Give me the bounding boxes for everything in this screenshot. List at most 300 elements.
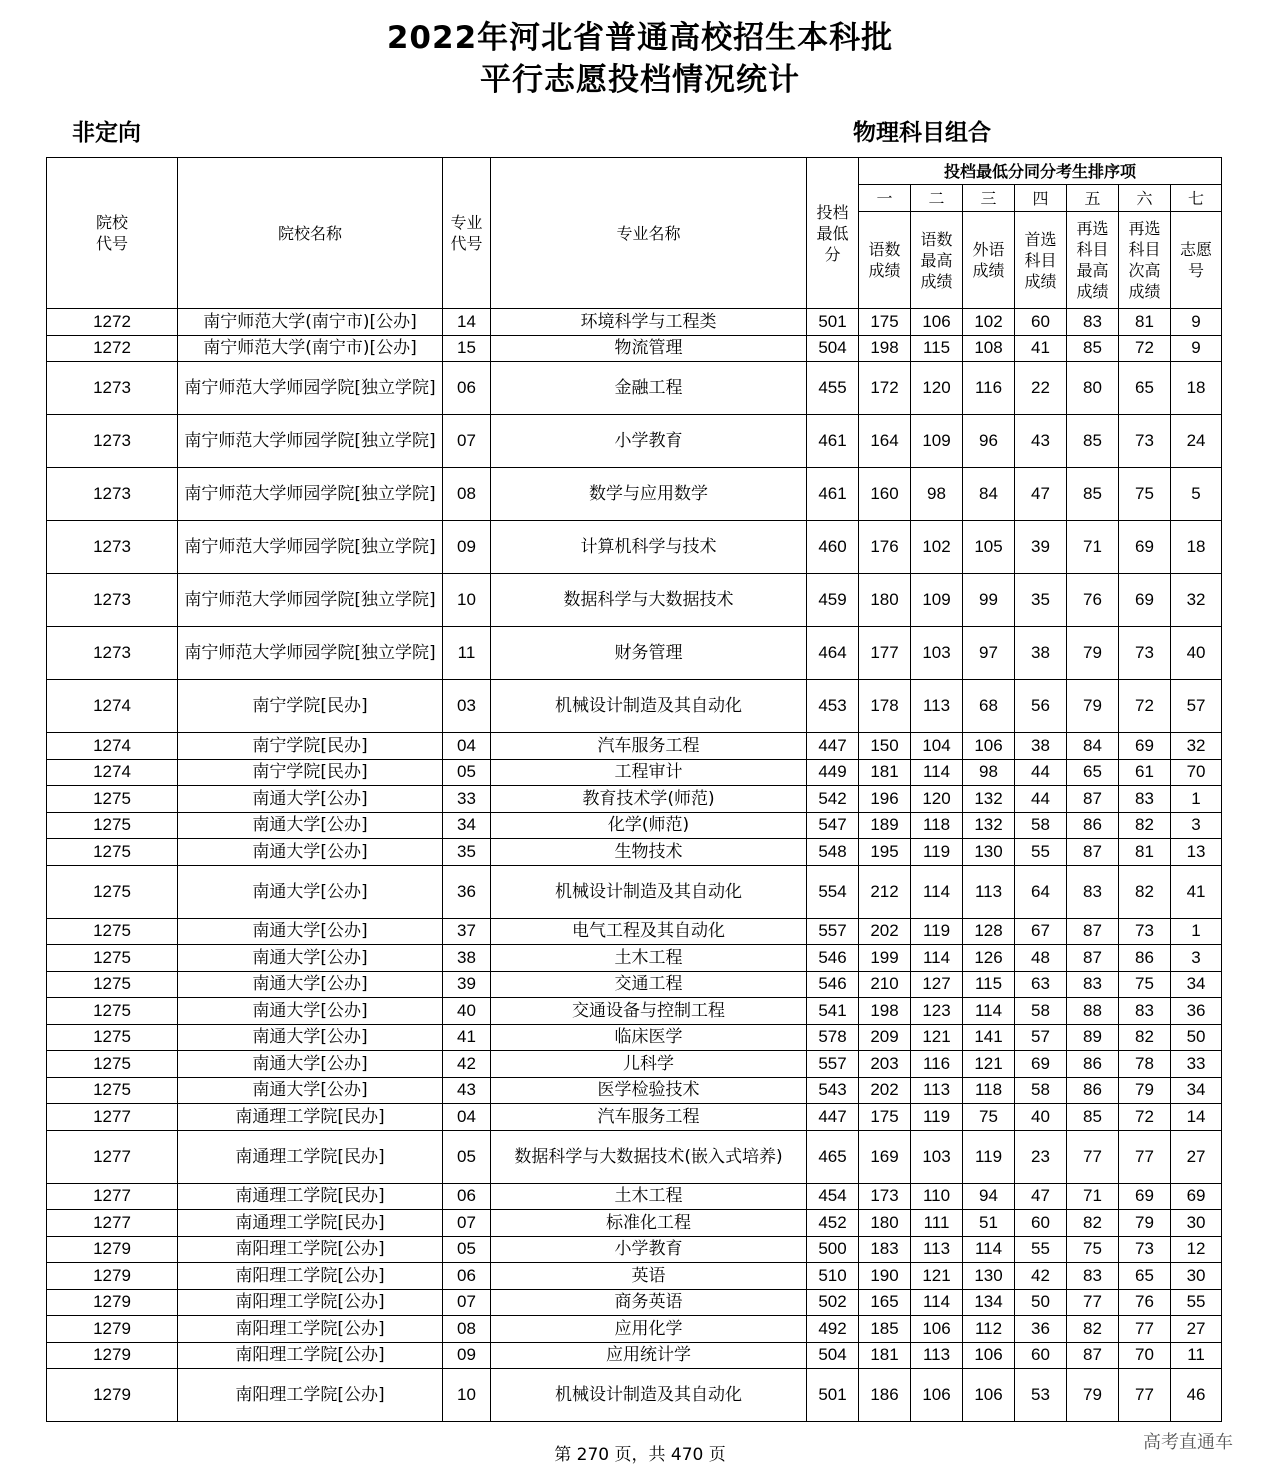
rank-1-cell: 177 xyxy=(859,627,911,680)
rank-4-cell: 63 xyxy=(1015,971,1067,998)
rank-5-cell: 85 xyxy=(1067,468,1119,521)
rank-3-cell: 116 xyxy=(963,362,1015,415)
rank-2-cell: 109 xyxy=(911,574,963,627)
rank-3-cell: 130 xyxy=(963,839,1015,866)
rank-1-cell: 180 xyxy=(859,1210,911,1237)
rank-7-cell: 5 xyxy=(1171,468,1222,521)
rank-7-cell: 9 xyxy=(1171,309,1222,336)
rank-2-cell: 115 xyxy=(911,335,963,362)
rank-2-cell: 110 xyxy=(911,1183,963,1210)
rank-2-cell: 127 xyxy=(911,971,963,998)
school-code-cell: 1275 xyxy=(47,1051,178,1078)
min-score-cell: 542 xyxy=(807,786,859,813)
rank-4-cell: 64 xyxy=(1015,865,1067,918)
major-code-cell: 09 xyxy=(443,1342,491,1369)
rank-2-cell: 114 xyxy=(911,945,963,972)
min-score-cell: 461 xyxy=(807,468,859,521)
rank-2-cell: 106 xyxy=(911,1316,963,1343)
school-code-cell: 1273 xyxy=(47,415,178,468)
major-name-cell: 英语 xyxy=(491,1263,807,1290)
school-name-cell: 南通大学[公办] xyxy=(178,839,443,866)
header-rank-item: 再选科目次高成绩 xyxy=(1119,212,1171,309)
rank-2-cell: 102 xyxy=(911,521,963,574)
header-rank-group: 投档最低分同分考生排序项 xyxy=(859,158,1222,185)
rank-1-cell: 183 xyxy=(859,1236,911,1263)
major-code-cell: 43 xyxy=(443,1077,491,1104)
school-name-cell: 南阳理工学院[公办] xyxy=(178,1263,443,1290)
min-score-cell: 501 xyxy=(807,1369,859,1422)
major-code-cell: 35 xyxy=(443,839,491,866)
rank-3-cell: 132 xyxy=(963,812,1015,839)
header-rank-number: 二 xyxy=(911,185,963,212)
school-name-cell: 南通理工学院[民办] xyxy=(178,1104,443,1131)
rank-1-cell: 185 xyxy=(859,1316,911,1343)
rank-7-cell: 9 xyxy=(1171,335,1222,362)
rank-1-cell: 176 xyxy=(859,521,911,574)
rank-5-cell: 85 xyxy=(1067,1104,1119,1131)
school-name-cell: 南通大学[公办] xyxy=(178,945,443,972)
rank-7-cell: 3 xyxy=(1171,945,1222,972)
major-name-cell: 小学教育 xyxy=(491,415,807,468)
header-rank-item: 志愿号 xyxy=(1171,212,1222,309)
rank-1-cell: 175 xyxy=(859,309,911,336)
rank-6-cell: 76 xyxy=(1119,1289,1171,1316)
rank-6-cell: 77 xyxy=(1119,1369,1171,1422)
rank-2-cell: 98 xyxy=(911,468,963,521)
rank-1-cell: 160 xyxy=(859,468,911,521)
school-code-cell: 1277 xyxy=(47,1104,178,1131)
rank-4-cell: 47 xyxy=(1015,468,1067,521)
admission-table xyxy=(46,157,1222,1422)
rank-2-cell: 103 xyxy=(911,627,963,680)
rank-4-cell: 50 xyxy=(1015,1289,1067,1316)
rank-2-cell: 106 xyxy=(911,1369,963,1422)
major-name-cell: 小学教育 xyxy=(491,1236,807,1263)
table-row xyxy=(47,1342,1222,1369)
major-code-cell: 08 xyxy=(443,468,491,521)
rank-6-cell: 69 xyxy=(1119,521,1171,574)
rank-1-cell: 203 xyxy=(859,1051,911,1078)
rank-6-cell: 75 xyxy=(1119,468,1171,521)
min-score-cell: 454 xyxy=(807,1183,859,1210)
rank-7-cell: 34 xyxy=(1171,1077,1222,1104)
school-name-cell: 南阳理工学院[公办] xyxy=(178,1316,443,1343)
major-code-cell: 38 xyxy=(443,945,491,972)
school-code-cell: 1274 xyxy=(47,733,178,760)
rank-6-cell: 70 xyxy=(1119,1342,1171,1369)
major-code-cell: 34 xyxy=(443,812,491,839)
rank-5-cell: 85 xyxy=(1067,335,1119,362)
rank-2-cell: 119 xyxy=(911,1104,963,1131)
rank-1-cell: 181 xyxy=(859,1342,911,1369)
rank-1-cell: 181 xyxy=(859,759,911,786)
rank-5-cell: 87 xyxy=(1067,839,1119,866)
page-footer: 第 270 页，共 470 页 xyxy=(554,1445,726,1465)
school-code-cell: 1272 xyxy=(47,309,178,336)
min-score-cell: 460 xyxy=(807,521,859,574)
rank-4-cell: 60 xyxy=(1015,1210,1067,1237)
school-name-cell: 南阳理工学院[公办] xyxy=(178,1289,443,1316)
rank-2-cell: 118 xyxy=(911,812,963,839)
major-code-cell: 07 xyxy=(443,1210,491,1237)
rank-5-cell: 87 xyxy=(1067,945,1119,972)
school-name-cell: 南宁师范大学师园学院[独立学院] xyxy=(178,627,443,680)
school-name-cell: 南通大学[公办] xyxy=(178,865,443,918)
major-name-cell: 交通工程 xyxy=(491,971,807,998)
header-rank-item: 首选科目成绩 xyxy=(1015,212,1067,309)
rank-5-cell: 82 xyxy=(1067,1210,1119,1237)
major-code-cell: 42 xyxy=(443,1051,491,1078)
major-name-cell: 物流管理 xyxy=(491,335,807,362)
rank-7-cell: 18 xyxy=(1171,521,1222,574)
rank-7-cell: 14 xyxy=(1171,1104,1222,1131)
rank-2-cell: 116 xyxy=(911,1051,963,1078)
rank-3-cell: 132 xyxy=(963,786,1015,813)
major-name-cell: 应用统计学 xyxy=(491,1342,807,1369)
min-score-cell: 543 xyxy=(807,1077,859,1104)
rank-5-cell: 86 xyxy=(1067,812,1119,839)
rank-1-cell: 202 xyxy=(859,918,911,945)
rank-1-cell: 175 xyxy=(859,1104,911,1131)
major-code-cell: 07 xyxy=(443,415,491,468)
header-rank-number: 七 xyxy=(1171,185,1222,212)
school-code-cell: 1277 xyxy=(47,1210,178,1237)
rank-4-cell: 53 xyxy=(1015,1369,1067,1422)
major-code-cell: 05 xyxy=(443,1236,491,1263)
min-score-cell: 464 xyxy=(807,627,859,680)
rank-6-cell: 82 xyxy=(1119,1024,1171,1051)
watermark: 高考直通车 xyxy=(1143,1432,1233,1453)
rank-2-cell: 106 xyxy=(911,309,963,336)
rank-3-cell: 119 xyxy=(963,1130,1015,1183)
rank-4-cell: 39 xyxy=(1015,521,1067,574)
school-name-cell: 南宁师范大学师园学院[独立学院] xyxy=(178,362,443,415)
rank-5-cell: 85 xyxy=(1067,415,1119,468)
table-row xyxy=(47,1077,1222,1104)
table-row xyxy=(47,971,1222,998)
rank-1-cell: 209 xyxy=(859,1024,911,1051)
school-name-cell: 南宁学院[民办] xyxy=(178,733,443,760)
rank-6-cell: 81 xyxy=(1119,839,1171,866)
major-name-cell: 标准化工程 xyxy=(491,1210,807,1237)
rank-5-cell: 87 xyxy=(1067,1342,1119,1369)
min-score-cell: 546 xyxy=(807,971,859,998)
school-name-cell: 南通大学[公办] xyxy=(178,918,443,945)
major-name-cell: 应用化学 xyxy=(491,1316,807,1343)
school-code-cell: 1274 xyxy=(47,759,178,786)
school-name-cell: 南宁师范大学(南宁市)[公办] xyxy=(178,335,443,362)
major-code-cell: 06 xyxy=(443,362,491,415)
rank-5-cell: 76 xyxy=(1067,574,1119,627)
major-code-cell: 40 xyxy=(443,998,491,1025)
rank-6-cell: 72 xyxy=(1119,680,1171,733)
header-rank-number: 三 xyxy=(963,185,1015,212)
major-code-cell: 10 xyxy=(443,574,491,627)
rank-7-cell: 24 xyxy=(1171,415,1222,468)
school-code-cell: 1273 xyxy=(47,574,178,627)
rank-3-cell: 118 xyxy=(963,1077,1015,1104)
rank-3-cell: 68 xyxy=(963,680,1015,733)
header-school-name: 院校名称 xyxy=(178,158,443,309)
major-name-cell: 电气工程及其自动化 xyxy=(491,918,807,945)
table-row xyxy=(47,945,1222,972)
major-code-cell: 08 xyxy=(443,1316,491,1343)
rank-7-cell: 32 xyxy=(1171,733,1222,760)
table-row xyxy=(47,1024,1222,1051)
table-row xyxy=(47,918,1222,945)
major-name-cell: 工程审计 xyxy=(491,759,807,786)
major-name-cell: 土木工程 xyxy=(491,945,807,972)
major-code-cell: 36 xyxy=(443,865,491,918)
rank-7-cell: 32 xyxy=(1171,574,1222,627)
rank-4-cell: 69 xyxy=(1015,1051,1067,1078)
school-code-cell: 1275 xyxy=(47,998,178,1025)
school-code-cell: 1275 xyxy=(47,945,178,972)
rank-4-cell: 60 xyxy=(1015,1342,1067,1369)
rank-4-cell: 44 xyxy=(1015,786,1067,813)
major-code-cell: 37 xyxy=(443,918,491,945)
major-code-cell: 15 xyxy=(443,335,491,362)
rank-7-cell: 13 xyxy=(1171,839,1222,866)
rank-5-cell: 75 xyxy=(1067,1236,1119,1263)
rank-6-cell: 78 xyxy=(1119,1051,1171,1078)
rank-7-cell: 41 xyxy=(1171,865,1222,918)
major-code-cell: 14 xyxy=(443,309,491,336)
rank-1-cell: 150 xyxy=(859,733,911,760)
rank-3-cell: 128 xyxy=(963,918,1015,945)
min-score-cell: 459 xyxy=(807,574,859,627)
rank-6-cell: 73 xyxy=(1119,627,1171,680)
table-row xyxy=(47,1236,1222,1263)
rank-1-cell: 178 xyxy=(859,680,911,733)
major-name-cell: 生物技术 xyxy=(491,839,807,866)
school-code-cell: 1273 xyxy=(47,468,178,521)
rank-7-cell: 34 xyxy=(1171,971,1222,998)
major-name-cell: 机械设计制造及其自动化 xyxy=(491,865,807,918)
rank-2-cell: 123 xyxy=(911,998,963,1025)
rank-1-cell: 189 xyxy=(859,812,911,839)
table-row xyxy=(47,680,1222,733)
school-name-cell: 南通大学[公办] xyxy=(178,998,443,1025)
rank-7-cell: 1 xyxy=(1171,918,1222,945)
min-score-cell: 461 xyxy=(807,415,859,468)
rank-1-cell: 210 xyxy=(859,971,911,998)
header-rank-number: 六 xyxy=(1119,185,1171,212)
rank-6-cell: 82 xyxy=(1119,865,1171,918)
rank-7-cell: 27 xyxy=(1171,1316,1222,1343)
major-name-cell: 金融工程 xyxy=(491,362,807,415)
rank-4-cell: 42 xyxy=(1015,1263,1067,1290)
school-name-cell: 南通大学[公办] xyxy=(178,1077,443,1104)
rank-3-cell: 97 xyxy=(963,627,1015,680)
min-score-cell: 501 xyxy=(807,309,859,336)
rank-7-cell: 30 xyxy=(1171,1263,1222,1290)
major-name-cell: 数据科学与大数据技术(嵌入式培养) xyxy=(491,1130,807,1183)
table-row xyxy=(47,812,1222,839)
school-code-cell: 1272 xyxy=(47,335,178,362)
rank-2-cell: 109 xyxy=(911,415,963,468)
min-score-cell: 500 xyxy=(807,1236,859,1263)
rank-4-cell: 60 xyxy=(1015,309,1067,336)
table-row xyxy=(47,786,1222,813)
major-name-cell: 交通设备与控制工程 xyxy=(491,998,807,1025)
rank-2-cell: 119 xyxy=(911,918,963,945)
rank-3-cell: 51 xyxy=(963,1210,1015,1237)
rank-6-cell: 81 xyxy=(1119,309,1171,336)
rank-5-cell: 77 xyxy=(1067,1130,1119,1183)
rank-3-cell: 121 xyxy=(963,1051,1015,1078)
min-score-cell: 557 xyxy=(807,918,859,945)
school-code-cell: 1273 xyxy=(47,627,178,680)
rank-6-cell: 72 xyxy=(1119,335,1171,362)
rank-3-cell: 106 xyxy=(963,1342,1015,1369)
rank-5-cell: 79 xyxy=(1067,627,1119,680)
rank-5-cell: 83 xyxy=(1067,865,1119,918)
rank-5-cell: 65 xyxy=(1067,759,1119,786)
header-rank-number: 五 xyxy=(1067,185,1119,212)
major-name-cell: 财务管理 xyxy=(491,627,807,680)
header-min-score: 投档最低分 xyxy=(807,158,859,309)
rank-3-cell: 84 xyxy=(963,468,1015,521)
rank-7-cell: 70 xyxy=(1171,759,1222,786)
rank-7-cell: 11 xyxy=(1171,1342,1222,1369)
rank-7-cell: 50 xyxy=(1171,1024,1222,1051)
rank-3-cell: 114 xyxy=(963,998,1015,1025)
rank-7-cell: 27 xyxy=(1171,1130,1222,1183)
major-code-cell: 10 xyxy=(443,1369,491,1422)
rank-2-cell: 113 xyxy=(911,680,963,733)
school-code-cell: 1275 xyxy=(47,971,178,998)
table-row xyxy=(47,1210,1222,1237)
rank-4-cell: 58 xyxy=(1015,998,1067,1025)
rank-6-cell: 86 xyxy=(1119,945,1171,972)
rank-5-cell: 86 xyxy=(1067,1051,1119,1078)
rank-6-cell: 61 xyxy=(1119,759,1171,786)
table-row xyxy=(47,1263,1222,1290)
school-name-cell: 南宁师范大学师园学院[独立学院] xyxy=(178,468,443,521)
major-name-cell: 机械设计制造及其自动化 xyxy=(491,1369,807,1422)
rank-2-cell: 119 xyxy=(911,839,963,866)
rank-1-cell: 198 xyxy=(859,335,911,362)
major-code-cell: 03 xyxy=(443,680,491,733)
rank-1-cell: 186 xyxy=(859,1369,911,1422)
rank-1-cell: 198 xyxy=(859,998,911,1025)
school-name-cell: 南宁学院[民办] xyxy=(178,759,443,786)
document-title-line-1: 2022年河北省普通高校招生本科批 xyxy=(386,20,894,56)
school-name-cell: 南通大学[公办] xyxy=(178,786,443,813)
major-code-cell: 06 xyxy=(443,1183,491,1210)
rank-3-cell: 105 xyxy=(963,521,1015,574)
rank-4-cell: 44 xyxy=(1015,759,1067,786)
rank-6-cell: 69 xyxy=(1119,733,1171,760)
header-rank-number: 一 xyxy=(859,185,911,212)
rank-6-cell: 79 xyxy=(1119,1210,1171,1237)
rank-7-cell: 30 xyxy=(1171,1210,1222,1237)
table-row xyxy=(47,865,1222,918)
rank-4-cell: 55 xyxy=(1015,1236,1067,1263)
rank-2-cell: 103 xyxy=(911,1130,963,1183)
rank-4-cell: 36 xyxy=(1015,1316,1067,1343)
rank-6-cell: 83 xyxy=(1119,998,1171,1025)
major-code-cell: 41 xyxy=(443,1024,491,1051)
rank-1-cell: 195 xyxy=(859,839,911,866)
rank-4-cell: 38 xyxy=(1015,733,1067,760)
school-code-cell: 1279 xyxy=(47,1369,178,1422)
rank-5-cell: 86 xyxy=(1067,1077,1119,1104)
rank-5-cell: 83 xyxy=(1067,309,1119,336)
school-code-cell: 1279 xyxy=(47,1289,178,1316)
school-name-cell: 南通大学[公办] xyxy=(178,1024,443,1051)
school-name-cell: 南通理工学院[民办] xyxy=(178,1130,443,1183)
school-code-cell: 1275 xyxy=(47,786,178,813)
table-row xyxy=(47,335,1222,362)
rank-5-cell: 77 xyxy=(1067,1289,1119,1316)
rank-4-cell: 47 xyxy=(1015,1183,1067,1210)
rank-7-cell: 3 xyxy=(1171,812,1222,839)
min-score-cell: 548 xyxy=(807,839,859,866)
min-score-cell: 455 xyxy=(807,362,859,415)
min-score-cell: 510 xyxy=(807,1263,859,1290)
rank-3-cell: 75 xyxy=(963,1104,1015,1131)
rank-1-cell: 212 xyxy=(859,865,911,918)
rank-6-cell: 65 xyxy=(1119,362,1171,415)
rank-3-cell: 102 xyxy=(963,309,1015,336)
table-row xyxy=(47,309,1222,336)
rank-6-cell: 77 xyxy=(1119,1130,1171,1183)
school-code-cell: 1275 xyxy=(47,865,178,918)
rank-3-cell: 106 xyxy=(963,1369,1015,1422)
major-code-cell: 33 xyxy=(443,786,491,813)
rank-6-cell: 69 xyxy=(1119,1183,1171,1210)
rank-5-cell: 84 xyxy=(1067,733,1119,760)
rank-1-cell: 180 xyxy=(859,574,911,627)
table-row xyxy=(47,1051,1222,1078)
major-name-cell: 计算机科学与技术 xyxy=(491,521,807,574)
rank-4-cell: 58 xyxy=(1015,812,1067,839)
major-name-cell: 汽车服务工程 xyxy=(491,733,807,760)
table-row xyxy=(47,1183,1222,1210)
rank-3-cell: 108 xyxy=(963,335,1015,362)
rank-7-cell: 55 xyxy=(1171,1289,1222,1316)
table-row xyxy=(47,759,1222,786)
rank-6-cell: 73 xyxy=(1119,918,1171,945)
rank-2-cell: 104 xyxy=(911,733,963,760)
major-code-cell: 39 xyxy=(443,971,491,998)
major-code-cell: 04 xyxy=(443,1104,491,1131)
min-score-cell: 546 xyxy=(807,945,859,972)
major-code-cell: 05 xyxy=(443,1130,491,1183)
rank-1-cell: 169 xyxy=(859,1130,911,1183)
header-school-code: 院校代号 xyxy=(47,158,178,309)
school-name-cell: 南宁师范大学师园学院[独立学院] xyxy=(178,521,443,574)
table-row xyxy=(47,1289,1222,1316)
min-score-cell: 578 xyxy=(807,1024,859,1051)
rank-3-cell: 94 xyxy=(963,1183,1015,1210)
school-code-cell: 1275 xyxy=(47,812,178,839)
header-rank-item: 语数成绩 xyxy=(859,212,911,309)
table-row xyxy=(47,1316,1222,1343)
table-row xyxy=(47,574,1222,627)
min-score-cell: 452 xyxy=(807,1210,859,1237)
rank-4-cell: 35 xyxy=(1015,574,1067,627)
rank-5-cell: 83 xyxy=(1067,971,1119,998)
major-code-cell: 11 xyxy=(443,627,491,680)
rank-4-cell: 56 xyxy=(1015,680,1067,733)
rank-5-cell: 71 xyxy=(1067,521,1119,574)
school-code-cell: 1279 xyxy=(47,1263,178,1290)
school-code-cell: 1275 xyxy=(47,839,178,866)
major-code-cell: 04 xyxy=(443,733,491,760)
